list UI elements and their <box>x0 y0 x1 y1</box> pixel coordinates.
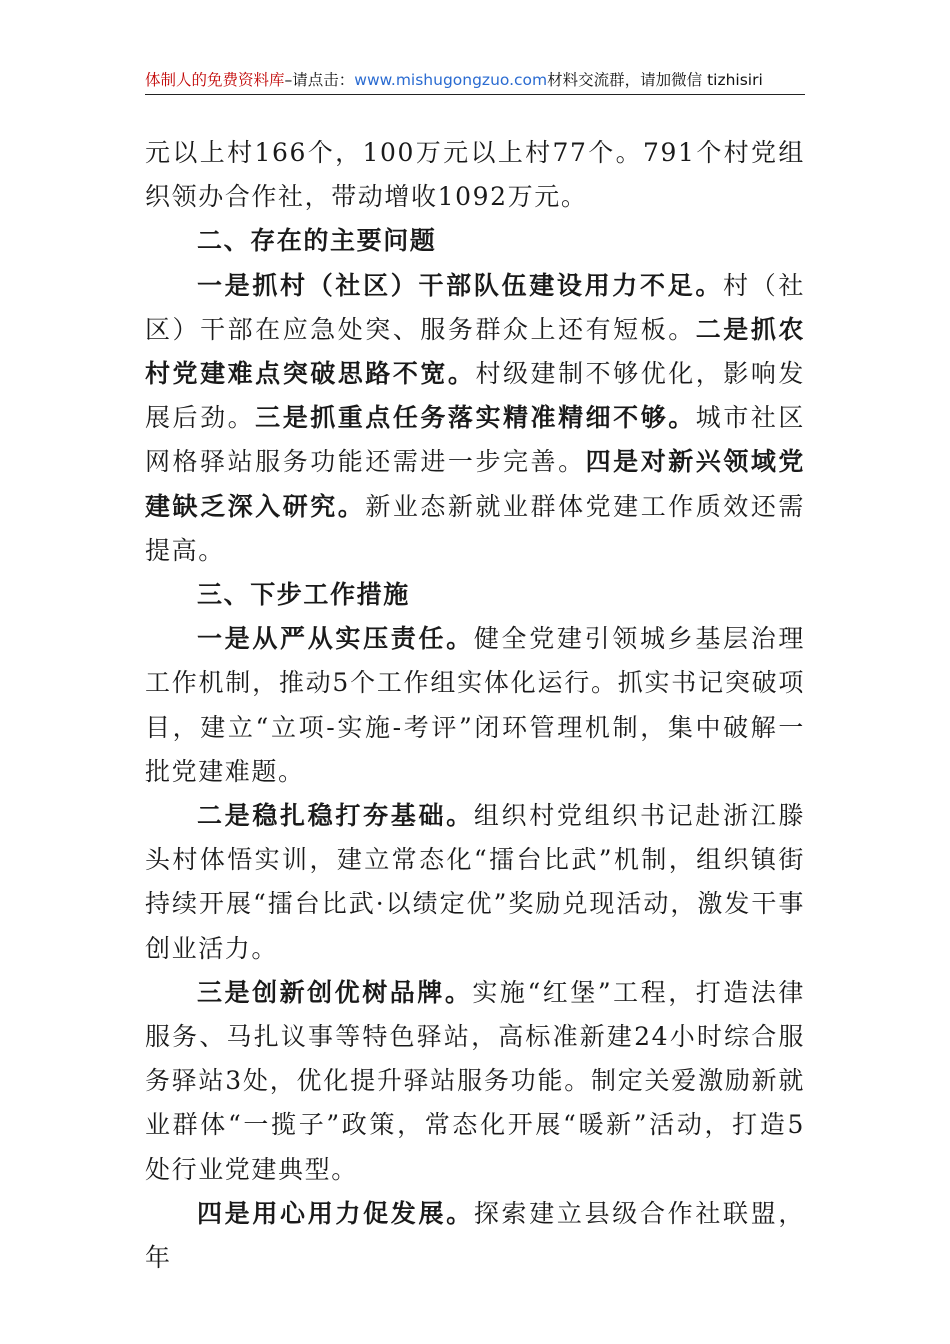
measure-4-title: 四是用心用力促发展。 <box>197 1198 474 1228</box>
problem-2-text: 村级建制不够优化，影响发展后劲。 <box>145 359 805 433</box>
problem-4-text: 新业态新就业群体党建工作质效还需提高。 <box>145 491 805 565</box>
measure-3-text: 实施“红堡”工程，打造法律服务、马扎议事等特色驿站，高标准新建24小时综合服务驿站3处，优化提升驿站服务功能。制定关爱激励新就业群体“一揽子”政策，常态化开展“暖新”活动，打造5处行业党建典型。 <box>145 977 805 1184</box>
header-prompt: –请点击： <box>284 71 355 89</box>
measure-1-title: 一是从严从实压责任。 <box>197 624 474 654</box>
paragraph-measure-4 <box>145 1192 805 1280</box>
section-heading-problems: 二、存在的主要问题 <box>197 226 437 256</box>
header-url-link[interactable]: www.mishugongzuo.com <box>354 71 548 89</box>
measure-2-text: 组织村党组织书记赴浙江滕头村体悟实训，建立常态化“擂台比武”机制，组织镇街持续开展“擂台比武·以绩定优”奖励兑现活动，激发干事创业活力。 <box>145 801 805 963</box>
header-wechat-text: 材料交流群，请加微信 tizhisiri <box>547 71 763 89</box>
measure-2-title: 二是稳扎稳打夯基础。 <box>197 801 474 831</box>
problem-3-title: 三是抓重点任务落实精准精细不够。 <box>255 403 696 433</box>
header-brand: 体制人的免费资料库 <box>145 71 285 89</box>
problem-1-title: 一是抓村（社区）干部队伍建设用力不足。 <box>197 270 724 300</box>
measure-4-text: 探索建立县级合作社联盟，年 <box>145 1198 805 1273</box>
document-body <box>145 131 805 1280</box>
paragraph-problems <box>145 264 805 573</box>
section-heading-measures: 三、下步工作措施 <box>197 580 410 610</box>
paragraph-measure-2 <box>145 794 805 971</box>
paragraph-measure-1 <box>145 617 805 794</box>
problem-4-title: 四是对新兴领域党建缺乏深入研究。 <box>145 447 805 521</box>
problem-2-title: 二是抓农村党建难点突破思路不宽。 <box>145 314 805 389</box>
measure-1-text: 健全党建引领城乡基层治理工作机制，推动5个工作组实体化运行。抓实书记突破项目，建立“立项-实施-考评”闭环管理机制，集中破解一批党建难题。 <box>145 624 805 786</box>
page-header <box>145 68 805 95</box>
measure-3-title: 三是创新创优树品牌。 <box>197 977 473 1007</box>
paragraph-intro: 元以上村166个，100万元以上村77个。791个村党组织领办合作社，带动增收1092万元。 <box>145 138 805 212</box>
problem-1-text: 村（社区）干部在应急处突、服务群众上还有短板。 <box>145 270 805 344</box>
problem-3-text: 城市社区网格驿站服务功能还需进一步完善。 <box>145 403 805 477</box>
paragraph-measure-3 <box>145 971 805 1192</box>
